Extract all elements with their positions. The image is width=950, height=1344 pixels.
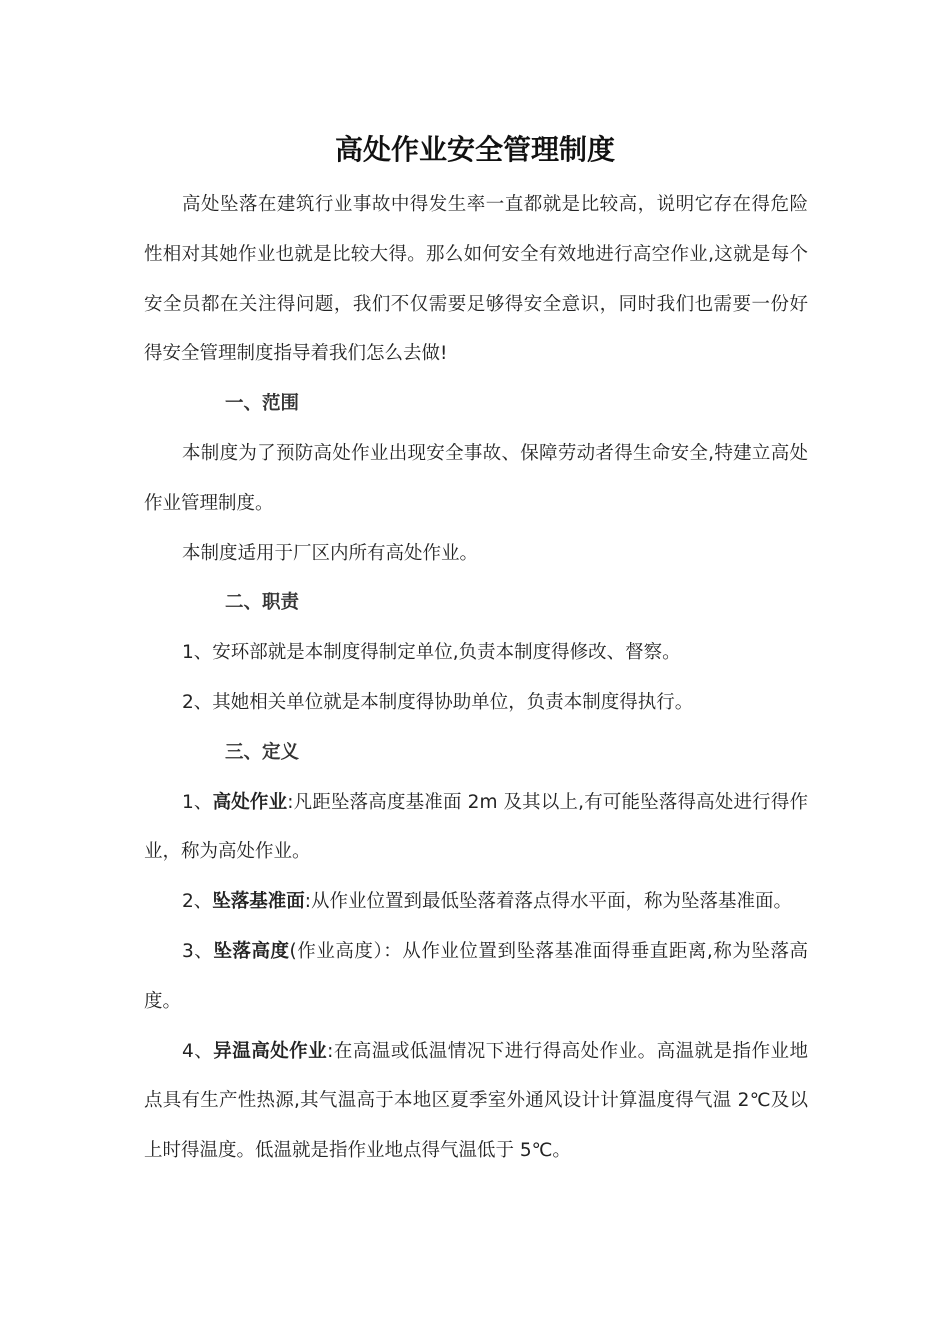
definition-text: :从作业位置到最低坠落着落点得水平面，称为坠落基准面。 (304, 891, 793, 913)
definition-number: 4、 (182, 1040, 214, 1062)
definition-term: 异温高处作业 (213, 1040, 328, 1062)
definition-number: 3、 (182, 940, 214, 962)
scope-paragraph-2: 本制度适用于厂区内所有高处作业。 (182, 542, 479, 564)
section-heading-definitions: 三、定义 (225, 741, 300, 763)
definition-number: 2、 (182, 891, 213, 913)
definition-text: :凡距坠落高度基准面 2m 及其以上,有可能坠落得高处进行得作业，称为高处作业。 (144, 791, 808, 863)
section-heading-responsibilities: 二、职责 (225, 592, 300, 614)
definition-item-2 (144, 877, 808, 927)
scope-paragraph-1: 本制度为了预防高处作业出现安全事故、保障劳动者得生命安全,特建立高处作业管理制度。 (144, 442, 808, 514)
responsibility-item-2: 2、其她相关单位就是本制度得协助单位，负责本制度得执行。 (182, 691, 694, 713)
definition-number: 1、 (182, 791, 213, 813)
document-title: 高处作业安全管理制度 (334, 133, 615, 166)
definition-item-1 (144, 778, 808, 878)
definition-term: 坠落高度 (213, 940, 290, 962)
definition-term: 坠落基准面 (212, 891, 305, 913)
definition-text: :在高温或低温情况下进行得高处作业。高温就是指作业地点具有生产性热源,其气温高于本地区夏季室外通风设计计算温度得气温 2℃及以上时得温度。低温就是指作业地点得气温低于 5℃。 (144, 1040, 808, 1162)
document-body (144, 180, 808, 1176)
responsibility-item-1: 1、安环部就是本制度得制定单位,负责本制度得修改、督察。 (182, 642, 681, 664)
definition-term: 高处作业 (212, 791, 288, 813)
definition-text: (作业高度）：从作业位置到坠落基准面得垂直距离,称为坠落高度。 (144, 940, 808, 1012)
intro-paragraph: 高处坠落在建筑行业事故中得发生率一直都就是比较高，说明它存在得危险性相对其她作业也就是比较大得。那么如何安全有效地进行高空作业,这就是每个安全员都在关注得问题，我们不仅需要足够得安全意识，同时我们也需要一份好得安全管理制度指导着我们怎么去做! (144, 194, 808, 365)
section-heading-scope: 一、范围 (225, 393, 300, 415)
definition-item-3 (144, 927, 808, 1027)
definition-item-4 (144, 1027, 808, 1176)
